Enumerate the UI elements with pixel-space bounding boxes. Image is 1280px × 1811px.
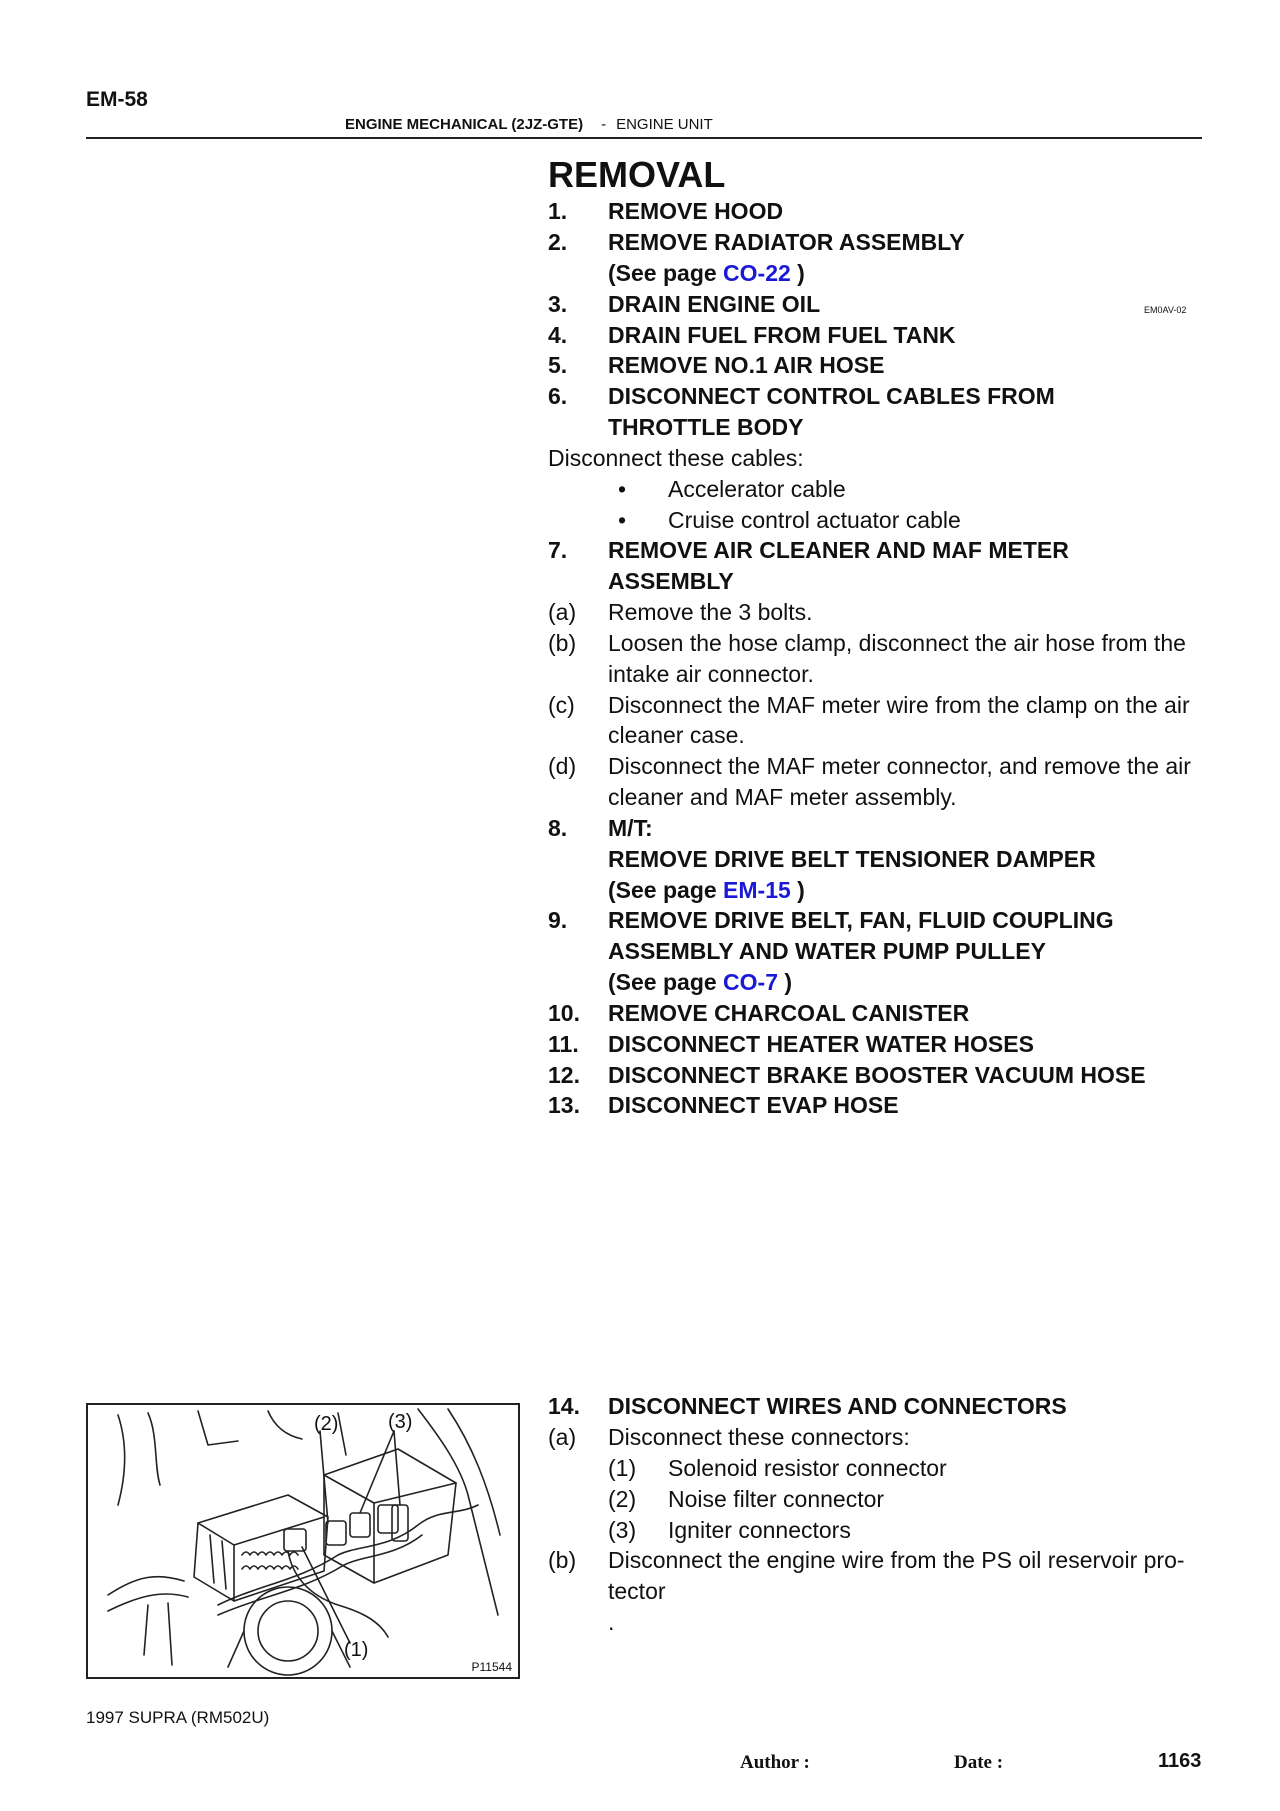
header-rule [86,137,1202,139]
page-number: EM-58 [86,88,148,111]
link-em-15[interactable]: EM-15 [723,877,791,903]
bullet-icon: • [618,476,627,502]
figure-id: P11544 [471,1660,512,1674]
engine-line-drawing [88,1405,518,1677]
figure-label-2: (2) [314,1413,339,1435]
link-co-22[interactable]: CO-22 [723,260,791,286]
footer-page-number: 1163 [1158,1750,1202,1772]
figure-label-1: (1) [344,1639,369,1661]
subsection-title: ENGINE UNIT [616,116,713,133]
section-title: ENGINE MECHANICAL (2JZ-GTE) [345,116,584,133]
header-separator: - [601,116,607,133]
bullet-icon: • [618,507,627,533]
footer-author: Author : [740,1752,810,1773]
link-co-7[interactable]: CO-7 [723,969,778,995]
running-header [345,116,713,133]
footer-date: Date : [954,1752,1004,1773]
footer-model: 1997 SUPRA (RM502U) [86,1708,270,1727]
document-code: EM0AV-02 [1144,305,1187,315]
page-title: REMOVAL [548,154,726,195]
engine-figure [86,1403,520,1679]
figure-label-3: (3) [388,1411,413,1433]
